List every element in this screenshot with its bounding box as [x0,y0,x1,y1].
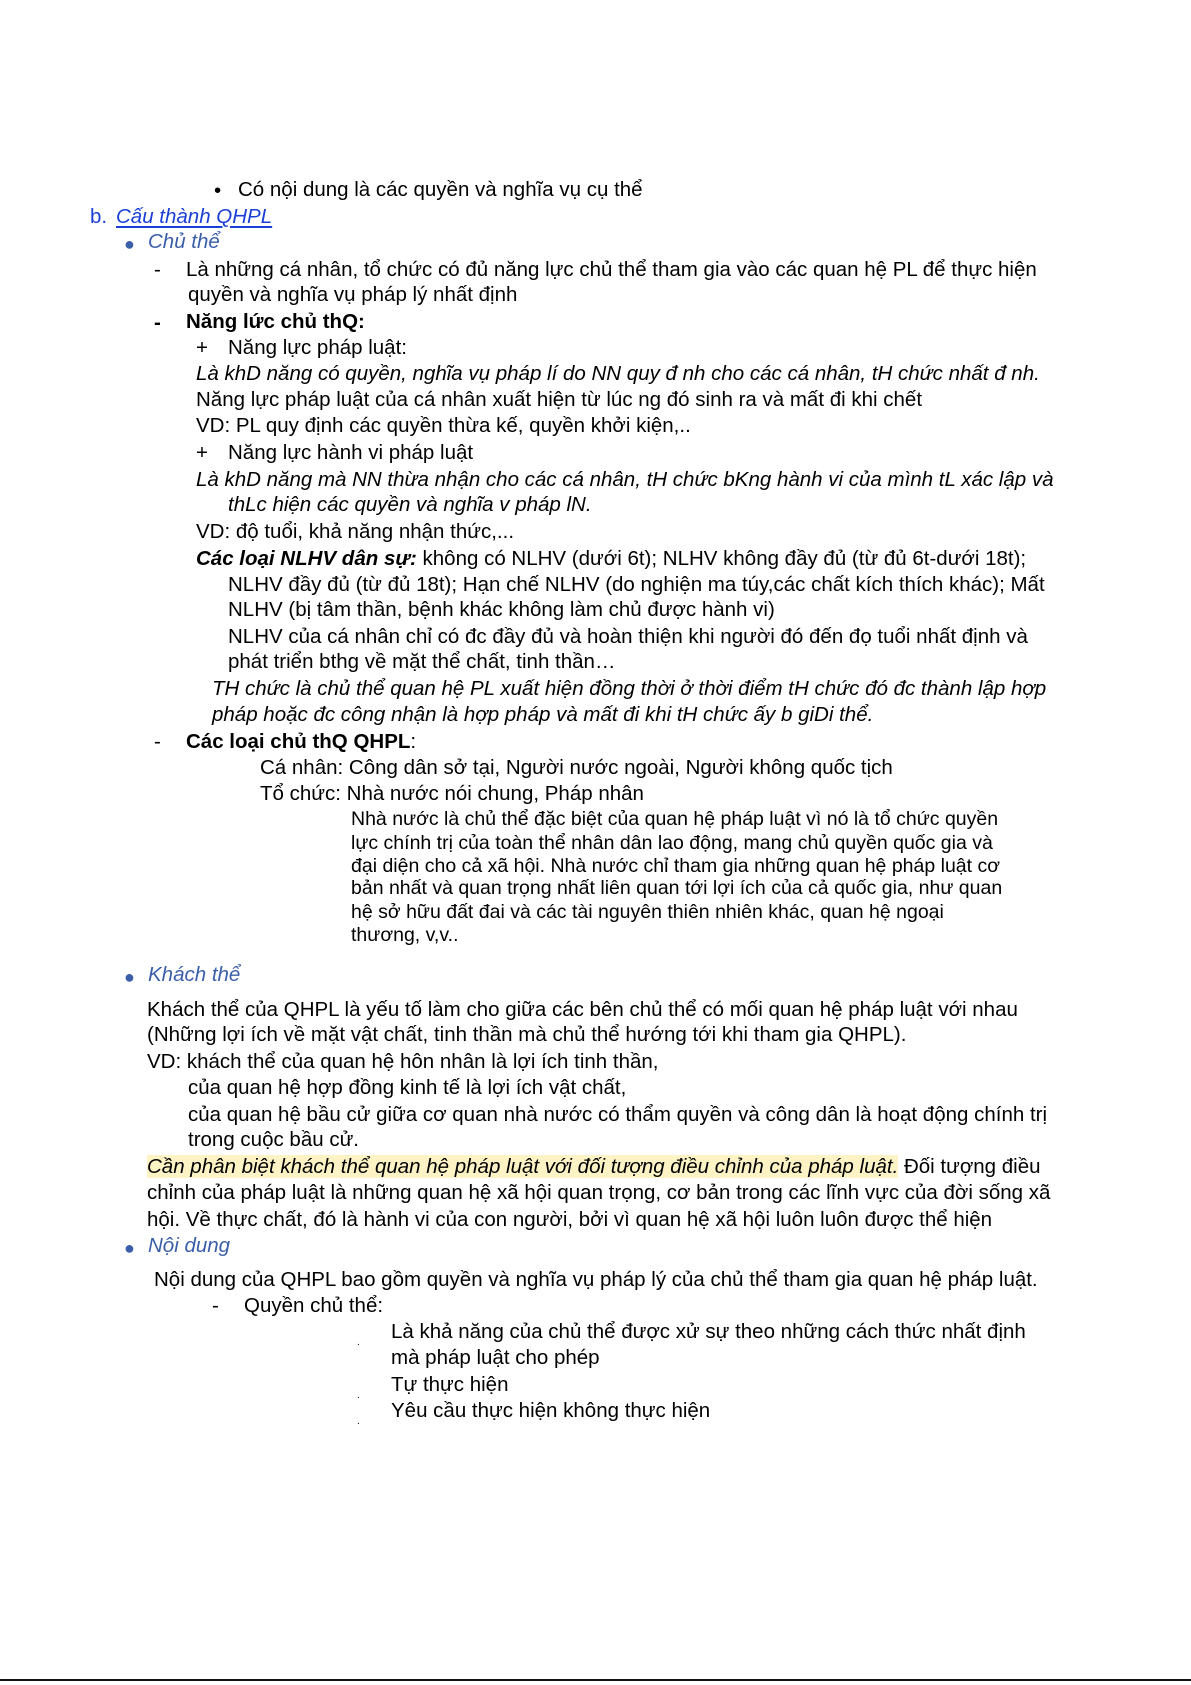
heading-khach-the: Khách thể [148,963,241,986]
dash-marker: - [212,1294,219,1317]
text-line: thương, v,v.. [351,924,459,946]
text-line: Năng lực hành vi pháp luật [228,441,474,464]
text-line: NLHV (bị tâm thần, bệnh khác không làm chủ được hành vi) [228,598,775,621]
text-line [196,547,1026,571]
text-line: trong cuộc bầu cử. [188,1128,359,1151]
section-title-link[interactable]: Cấu thành QHPL [116,205,273,228]
text-line: của quan hệ bầu cử giữa cơ quan nhà nước có thẩm quyền và công dân là hoạt động chính trị [188,1103,1048,1126]
bullet-icon: ● [124,234,135,254]
subheading: Năng lức chủ thQ: [186,310,365,333]
bullet-icon: ● [124,967,135,987]
text-span: Đối tượng điều [898,1155,1041,1178]
text-line: bản nhất và quan trọng nhất liên quan tới lợi ích của cả quốc gia, như quan [351,877,1003,899]
text-line: NLHV của cá nhân chỉ có đc đầy đủ và hoàn thiện khi người đó đến đọ tuổi nhất định và [228,625,1028,648]
bullet-marker: • [214,179,222,202]
text-line: quyền và nghĩa vụ pháp lý nhất định [188,283,518,306]
small-dot-marker: . [357,1337,360,1348]
text-line [186,730,416,754]
text-line: lực chính trị của toàn thể nhân dân lao động, mang chủ quyền quốc gia và [351,832,993,854]
text-line: thLc hiện các quyền và nghĩa v pháp lN. [228,493,592,516]
text-line: Tổ chức: Nhà nước nói chung, Pháp nhân [260,782,644,805]
heading-chu-the: Chủ thể [148,230,220,253]
heading-noi-dung: Nội dung [148,1234,231,1257]
text-line: VD: độ tuổi, khả năng nhận thức,... [196,520,515,543]
text-line: của quan hệ hợp đồng kinh tế là lợi ích vật chất, [188,1076,627,1099]
text-line: chỉnh của pháp luật là những quan hệ xã hội quan trọng, cơ bản trong các lĩnh vực của đời sống xã [147,1181,1051,1204]
bold-label: Các loại NLHV dân sự: [196,547,417,570]
dash-marker: - [154,730,161,753]
text-line: Tự thực hiện [391,1373,509,1396]
plus-marker: + [196,336,208,359]
text-line: pháp hoặc đc công nhận là hợp pháp và mất đi khi tH chức ấy b giDi thể. [212,703,874,726]
text-line: hội. Về thực chất, đó là hành vi của con người, bởi vì quan hệ xã hội luôn luôn được thể hiện [147,1208,993,1231]
dash-marker: - [154,258,161,281]
text-line: TH chức là chủ thể quan hệ PL xuất hiện đồng thời ở thời điểm tH chức đó đc thành lập hợp [212,677,1047,700]
text-line: Nội dung của QHPL bao gồm quyền và nghĩa vụ pháp lý của chủ thể tham gia quan hệ pháp luật. [154,1268,1038,1291]
bullet-icon: ● [124,1238,135,1258]
text-line: NLHV đầy đủ (từ đủ 18t); Hạn chế NLHV (do nghiện ma túy,các chất kích thích khác); Mất [228,573,1045,596]
page-bottom-rule [0,1679,1191,1681]
dash-marker: - [154,311,161,334]
highlighted-text: Cần phân biệt khách thể quan hệ pháp luật với đối tượng điều chỉnh của pháp luật. [147,1155,899,1178]
small-dot-marker: . [357,1390,360,1401]
text-line: Có nội dung là các quyền và nghĩa vụ cụ thể [238,178,643,201]
text-line: Yêu cầu thực hiện không thực hiện [391,1399,711,1422]
text-line: Là khả năng của chủ thể được xử sự theo những cách thức nhất định [391,1320,1026,1343]
text-line: VD: khách thể của quan hệ hôn nhân là lợi ích tinh thần, [147,1050,659,1073]
text-line: mà pháp luật cho phép [391,1346,600,1369]
text-line: Nhà nước là chủ thể đặc biệt của quan hệ pháp luật vì nó là tổ chức quyền [351,808,999,830]
plus-marker: + [196,441,208,464]
bold-label: Các loại chủ thQ QHPL [186,730,411,753]
text-line: phát triển bthg về mặt thể chất, tinh thần… [228,650,616,673]
text-line: Cá nhân: Công dân sở tại, Người nước ngoài, Người không quốc tịch [260,756,893,779]
text-span: : [410,730,417,753]
text-span: không có NLHV (dưới 6t); NLHV không đầy đủ (từ đủ 6t-dưới 18t); [416,547,1027,570]
small-dot-marker: . [357,1416,360,1427]
text-line: Là khD năng có quyền, nghĩa vụ pháp lí do NN quy đ nh cho các cá nhân, tH chức nhất đ nh. [196,362,1040,385]
text-line: Khách thể của QHPL là yếu tố làm cho giữa các bên chủ thể có mối quan hệ pháp luật với nhau [147,998,1018,1021]
section-marker: b. [90,205,108,228]
text-line: VD: PL quy định các quyền thừa kế, quyền khởi kiện,.. [196,414,691,437]
text-line: Là những cá nhân, tổ chức có đủ năng lực chủ thể tham gia vào các quan hệ PL để thực hiện [186,258,1037,281]
text-line: Là khD năng mà NN thừa nhận cho các cá nhân, tH chức bKng hành vi của mình tL xác lập và [196,468,1054,491]
text-line: (Những lợi ích về mặt vật chất, tinh thần mà chủ thể hướng tới khi tham gia QHPL). [147,1023,907,1046]
text-line: đại diện cho cả xã hội. Nhà nước chỉ tham gia những quan hệ pháp luật cơ [351,855,1001,877]
text-line [147,1155,1041,1179]
text-line: Quyền chủ thể: [244,1294,384,1317]
text-line: hệ sở hữu đất đai và các tài nguyên thiên nhiên khác, quan hệ ngoại [351,901,944,923]
text-line: Năng lực pháp luật: [228,336,407,359]
text-line: Năng lực pháp luật của cá nhân xuất hiện từ lúc ng đó sinh ra và mất đi khi chết [196,388,923,411]
